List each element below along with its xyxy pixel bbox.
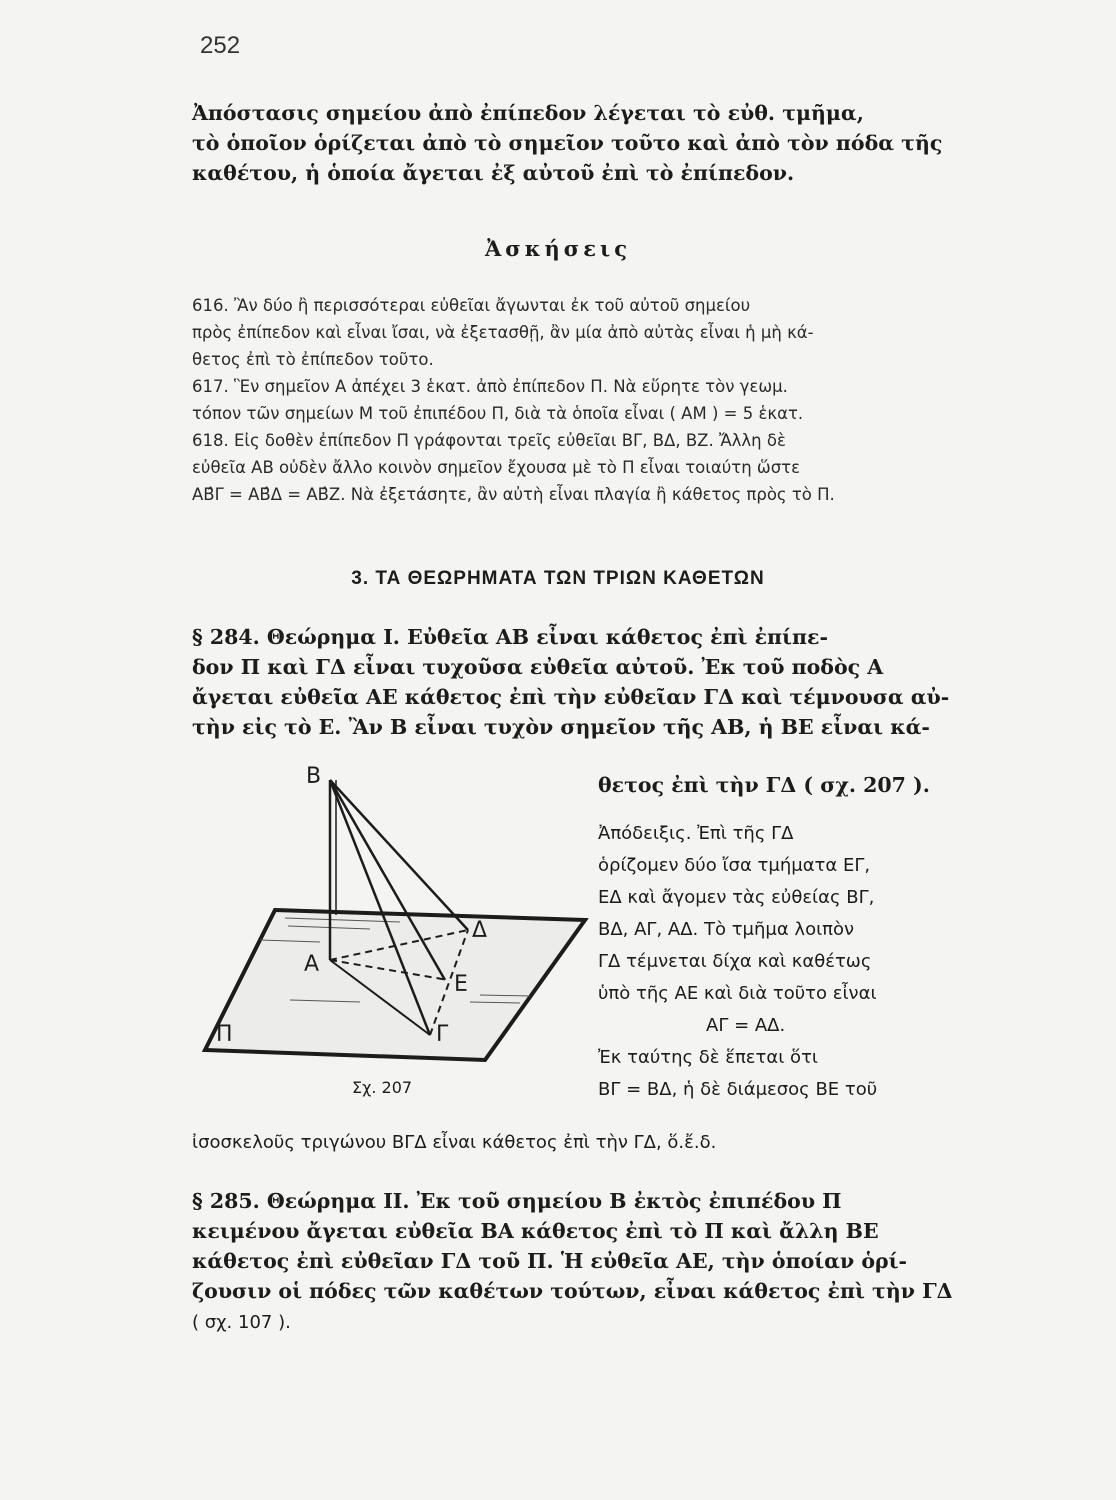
definition-line: τὸ ὁποῖον ὁρίζεται ἀπὸ τὸ σημεῖον τοῦτο καὶ ἀπὸ τὸν πόδα τῆς [192, 131, 943, 155]
figure-207 [200, 770, 590, 1070]
exercise-line: εὐθεῖα ΑΒ οὐδὲν ἄλλο κοινὸν σημεῖον ἔχουσα μὲ τὸ Π εἶναι τοιαύτη ὥστε [192, 458, 801, 477]
theorem1-line: τὴν εἰς τὸ Ε. Ἂν Β εἶναι τυχὸν σημεῖον τῆς ΑΒ, ἡ ΒΕ εἶναι κά- [192, 715, 930, 739]
definition-line: Ἀπόστασις σημείου ἀπὸ ἐπίπεδον λέγεται τὸ εὐθ. τμῆμα, [192, 101, 864, 125]
proof-line: ΒΔ, ΑΓ, ΑΔ. Τὸ τμῆμα λοιπὸν [598, 919, 855, 940]
definition-line: καθέτου, ἡ ὁποία ἄγεται ἐξ αὐτοῦ ἐπὶ τὸ ἐπίπεδον. [192, 161, 795, 185]
exercise-line: 616. Ἂν δύο ἢ περισσότεραι εὐθεῖαι ἄγωνται ἐκ τοῦ αὐτοῦ σημείου [192, 296, 751, 315]
proof-line: Ἀπόδειξις. Ἐπὶ τῆς ΓΔ [598, 823, 794, 844]
label-b: Β [306, 764, 322, 789]
label-a: Α [304, 952, 320, 977]
theorem1-last-line: θετος ἐπὶ τὴν ΓΔ ( σχ. 207 ). [598, 773, 930, 797]
label-p: Π [216, 1022, 233, 1047]
theorem2-line: ζουσιν οἱ πόδες τῶν καθέτων τούτων, εἶναι κάθετος ἐπὶ τὴν ΓΔ [192, 1279, 953, 1303]
page-number: 252 [200, 32, 241, 59]
label-d: Δ [472, 918, 488, 943]
section-title: 3. ΤΑ ΘΕΩΡΗΜΑΤΑ ΤΩΝ ΤΡΙΩΝ ΚΑΘΕΤΩΝ [351, 568, 765, 589]
proof-final-line: ἰσοσκελοῦς τριγώνου ΒΓΔ εἶναι κάθετος ἐπὶ τὴν ΓΔ, ὅ.ἔ.δ. [192, 1132, 717, 1153]
theorem2-line: § 285. Θεώρημα ΙΙ. Ἐκ τοῦ σημείου Β ἐκτὸς ἐπιπέδου Π [192, 1189, 842, 1213]
exercise-line: ΑΒ̂Γ = ΑΒ̂Δ = ΑΒ̂Ζ. Νὰ ἐξετάσητε, ἂν αὐτὴ εἶναι πλαγία ἢ κάθετος πρὸς τὸ Π. [192, 485, 835, 504]
theorem2-line: κειμένου ἄγεται εὐθεῖα ΒΑ κάθετος ἐπὶ τὸ Π καὶ ἄλλη ΒΕ [192, 1219, 879, 1243]
theorem1-line: ἄγεται εὐθεῖα ΑΕ κάθετος ἐπὶ τὴν εὐθεῖαν ΓΔ καὶ τέμνουσα αὐ- [192, 685, 950, 709]
theorem1-line: § 284. Θεώρημα Ι. Εὐθεῖα ΑΒ εἶναι κάθετος ἐπὶ ἐπίπε- [192, 625, 828, 649]
proof-line: ὑπὸ τῆς ΑΕ καὶ διὰ τοῦτο εἶναι [598, 983, 877, 1004]
segment-bd [330, 780, 468, 930]
plane-outline [205, 910, 585, 1060]
proof-block [598, 818, 1028, 1106]
proof-line: ΑΓ = ΑΔ. [706, 1015, 786, 1036]
proof-line: ΓΔ τέμνεται δίχα καὶ καθέτως [598, 951, 872, 972]
exercises-list [192, 292, 1032, 508]
figure-caption: Σχ. 207 [352, 1078, 413, 1097]
exercise-line: 617. Ἓν σημεῖον Α ἀπέχει 3 ἑκατ. ἀπὸ ἐπίπεδον Π. Νὰ εὕρητε τὸν γεωμ. [192, 377, 788, 396]
definition-paragraph [192, 98, 1022, 188]
exercise-line: θετος ἐπὶ τὸ ἐπίπεδον τοῦτο. [192, 350, 434, 369]
theorem2-line: κάθετος ἐπὶ εὐθεῖαν ΓΔ τοῦ Π. Ἡ εὐθεῖα ΑΕ, τὴν ὁποίαν ὁρί- [192, 1249, 908, 1273]
proof-line: Ἐκ ταύτης δὲ ἕπεται ὅτι [598, 1047, 818, 1068]
exercise-line: τόπον τῶν σημείων Μ τοῦ ἐπιπέδου Π, διὰ τὰ ὁποῖα εἶναι ( ΑΜ ) = 5 ἑκατ. [192, 404, 804, 423]
theorem1-line: δον Π καὶ ΓΔ εἶναι τυχοῦσα εὐθεῖα αὐτοῦ. Ἐκ τοῦ ποδὸς Α [192, 655, 884, 679]
label-e: Ε [454, 972, 468, 997]
exercises-heading: Ἀσκήσεις [485, 236, 631, 261]
exercise-line: πρὸς ἐπίπεδον καὶ εἶναι ἴσαι, νὰ ἐξετασθῇ, ἂν μία ἀπὸ αὐτὰς εἶναι ἡ μὴ κά- [192, 323, 814, 342]
label-g: Γ [436, 1022, 449, 1047]
theorem1-paragraph [192, 622, 1022, 742]
theorem2-paragraph [192, 1186, 1022, 1306]
proof-line: ΒΓ = ΒΔ, ἡ δὲ διάμεσος ΒΕ τοῦ [598, 1079, 878, 1100]
proof-line: ὁρίζομεν δύο ἴσα τμήματα ΕΓ, [598, 855, 871, 876]
proof-line: ΕΔ καὶ ἄγομεν τὰς εὐθείας ΒΓ, [598, 887, 875, 908]
exercise-line: 618. Εἰς δοθὲν ἐπίπεδον Π γράφονται τρεῖς εὐθεῖαι ΒΓ, ΒΔ, ΒΖ. Ἄλλη δὲ [192, 431, 786, 450]
theorem2-last-line: ( σχ. 107 ). [192, 1312, 291, 1333]
